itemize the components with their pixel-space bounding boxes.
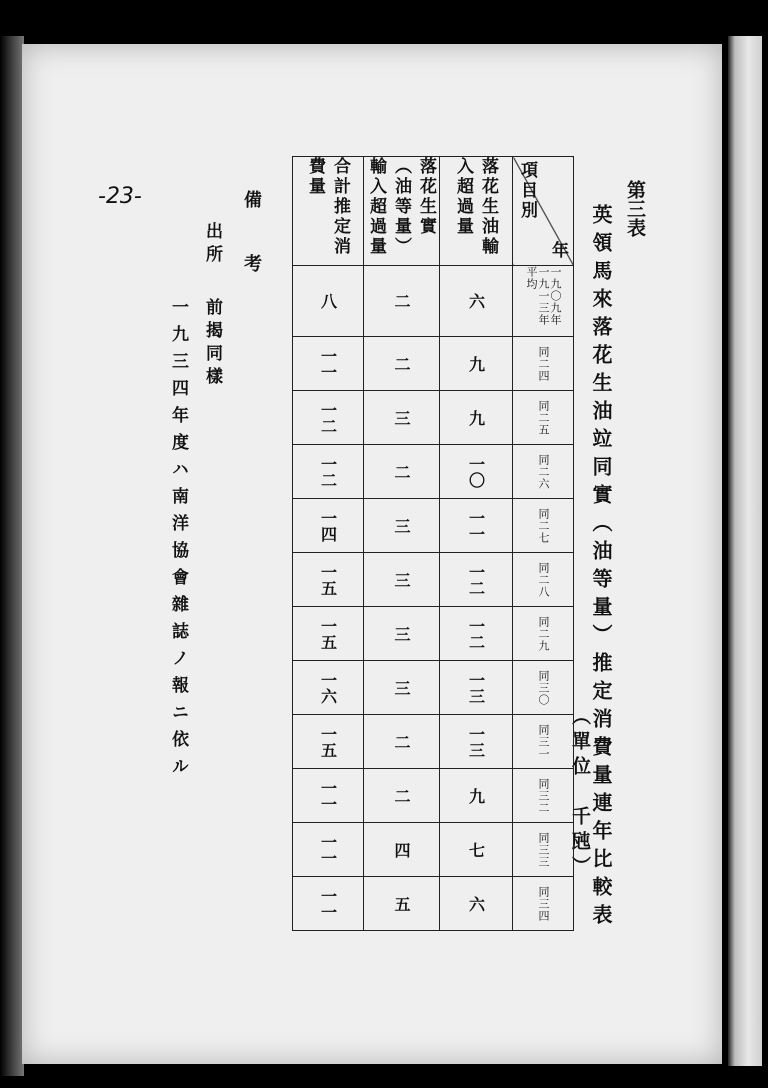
- cell-peanuts-text: 四: [392, 841, 411, 858]
- row-header-peanut-oil: [440, 157, 513, 266]
- cell-year-text: 同二四: [537, 345, 550, 382]
- cell-total-text: 一二: [318, 455, 338, 488]
- data-table: [292, 156, 574, 931]
- cell-peanut-oil-text: 九: [466, 409, 486, 426]
- table-header-row: [293, 157, 574, 266]
- cell-peanuts: [364, 823, 440, 877]
- cell-total-text: 一二: [318, 401, 338, 434]
- cell-peanut-oil-text: 一〇: [466, 455, 486, 488]
- cell-peanut-oil-text: 九: [466, 355, 486, 372]
- cell-total-text: 一五: [318, 725, 338, 758]
- table-row: [293, 823, 574, 877]
- cell-peanut-oil-text: 六: [466, 293, 486, 309]
- corner-labels: [515, 161, 571, 261]
- cell-year-text: 一九〇九年一九一三年平均: [525, 266, 562, 326]
- cell-peanuts-text: 三: [392, 679, 411, 696]
- row-header-peanuts-text: 落花生實（油等量）輸入超過量: [366, 157, 436, 257]
- book-spine: [728, 36, 762, 1066]
- row-header-total-text: 合計推定消費量: [305, 157, 350, 257]
- row-header-peanuts: [364, 157, 440, 266]
- cell-peanut-oil-text: 六: [466, 895, 486, 912]
- corner-item: 項目別: [517, 161, 537, 221]
- cell-peanut-oil-text: 七: [466, 841, 486, 858]
- cell-total: [293, 445, 364, 499]
- cell-total: [293, 877, 364, 931]
- cell-peanuts-text: 二: [392, 787, 411, 804]
- cell-peanuts-text: 二: [392, 733, 411, 750]
- cell-peanuts-text: 二: [392, 463, 411, 480]
- cell-peanut-oil-text: 一三: [466, 671, 486, 704]
- cell-peanuts-text: 五: [392, 895, 411, 912]
- cell-peanut-oil-text: 九: [466, 787, 486, 804]
- cell-year: [513, 391, 574, 445]
- cell-peanuts: [364, 266, 440, 337]
- table-row: [293, 769, 574, 823]
- cell-peanut-oil-text: 一三: [466, 725, 486, 758]
- cell-total: [293, 823, 364, 877]
- cell-year: [513, 877, 574, 931]
- cell-peanut-oil: [440, 607, 513, 661]
- cell-total-text: 一四: [318, 509, 338, 542]
- cell-peanuts: [364, 661, 440, 715]
- cell-total: [293, 337, 364, 391]
- cell-year-text: 同二九: [537, 615, 550, 652]
- cell-peanut-oil: [440, 266, 513, 337]
- cell-peanut-oil: [440, 715, 513, 769]
- cell-year-text: 同三四: [537, 885, 550, 922]
- table-unit: （單位 千瓲）: [569, 706, 591, 881]
- cell-peanuts-text: 二: [392, 355, 411, 372]
- cell-total-text: 一五: [318, 617, 338, 650]
- cell-year: [513, 553, 574, 607]
- cell-year: [513, 715, 574, 769]
- source-line-1: 前揭同樣: [202, 298, 222, 390]
- cell-peanuts-text: 二: [392, 293, 411, 309]
- cell-peanut-oil: [440, 445, 513, 499]
- cell-peanut-oil: [440, 391, 513, 445]
- table-row: [293, 715, 574, 769]
- table-row: [293, 661, 574, 715]
- cell-peanuts-text: 三: [392, 625, 411, 642]
- source-line-2: 一九三四年度ハ南洋協會雜誌ノ報ニ依ル: [168, 298, 188, 784]
- cell-peanuts: [364, 769, 440, 823]
- table-number: 第三表: [624, 180, 646, 237]
- cell-peanuts: [364, 607, 440, 661]
- cell-peanut-oil: [440, 337, 513, 391]
- row-header-peanut-oil-text: 落花生油輸入超過量: [453, 157, 498, 257]
- cell-total-text: 一一: [318, 833, 338, 866]
- cell-peanuts: [364, 715, 440, 769]
- row-header-total: [293, 157, 364, 266]
- cell-year: [513, 445, 574, 499]
- corner-year: 年: [548, 241, 568, 261]
- cell-total: [293, 607, 364, 661]
- cell-peanuts-text: 三: [392, 571, 411, 588]
- page-number: -23-: [98, 184, 142, 209]
- cell-peanuts: [364, 499, 440, 553]
- cell-peanuts: [364, 391, 440, 445]
- cell-peanuts: [364, 553, 440, 607]
- cell-total: [293, 391, 364, 445]
- table-row: [293, 553, 574, 607]
- cell-total: [293, 715, 364, 769]
- cell-year-text: 同二八: [537, 561, 550, 598]
- cell-year: [513, 337, 574, 391]
- cell-year-text: 同三一: [537, 723, 550, 760]
- cell-total-text: 八: [318, 293, 338, 309]
- cell-year-text: 同三三: [537, 831, 550, 868]
- table-row: [293, 391, 574, 445]
- cell-peanut-oil-text: 一一: [466, 509, 486, 542]
- cell-year: [513, 823, 574, 877]
- cell-year: [513, 661, 574, 715]
- table-row: [293, 445, 574, 499]
- cell-peanut-oil: [440, 499, 513, 553]
- cell-total-text: 一一: [318, 779, 338, 812]
- cell-peanuts-text: 三: [392, 409, 411, 426]
- table-row: [293, 877, 574, 931]
- cell-year-text: 同二五: [537, 399, 550, 436]
- cell-peanut-oil: [440, 661, 513, 715]
- corner-header: [513, 157, 574, 266]
- cell-peanut-oil: [440, 769, 513, 823]
- table-title: 英領馬來落花生油竝同實（油等量）推定消費量連年比較表: [589, 204, 613, 932]
- table-row: [293, 499, 574, 553]
- table-row: [293, 607, 574, 661]
- cell-total: [293, 769, 364, 823]
- cell-total-text: 一五: [318, 563, 338, 596]
- cell-peanut-oil-text: 一二: [466, 563, 486, 596]
- cell-year-text: 同三二: [537, 777, 550, 814]
- cell-total: [293, 553, 364, 607]
- cell-year: [513, 769, 574, 823]
- book-left-edge: [0, 36, 24, 1076]
- cell-peanut-oil: [440, 823, 513, 877]
- cell-total-text: 一一: [318, 347, 338, 380]
- cell-peanuts: [364, 877, 440, 931]
- cell-peanuts: [364, 445, 440, 499]
- source-label: 出所: [202, 222, 222, 268]
- cell-year-text: 同二六: [537, 453, 550, 490]
- cell-total: [293, 499, 364, 553]
- cell-total: [293, 661, 364, 715]
- cell-total: [293, 266, 364, 337]
- table-row: [293, 337, 574, 391]
- cell-year: [513, 607, 574, 661]
- cell-peanut-oil: [440, 553, 513, 607]
- cell-total-text: 一一: [318, 887, 338, 920]
- cell-peanuts-text: 三: [392, 517, 411, 534]
- cell-year: [513, 499, 574, 553]
- cell-year-text: 同三〇: [537, 669, 550, 706]
- cell-peanut-oil: [440, 877, 513, 931]
- cell-year-text: 同二七: [537, 507, 550, 544]
- cell-total-text: 一六: [318, 671, 338, 704]
- remarks-label: 備 考: [241, 190, 262, 286]
- cell-year: [513, 266, 574, 337]
- cell-peanuts: [364, 337, 440, 391]
- cell-peanut-oil-text: 一二: [466, 617, 486, 650]
- table-row: [293, 266, 574, 337]
